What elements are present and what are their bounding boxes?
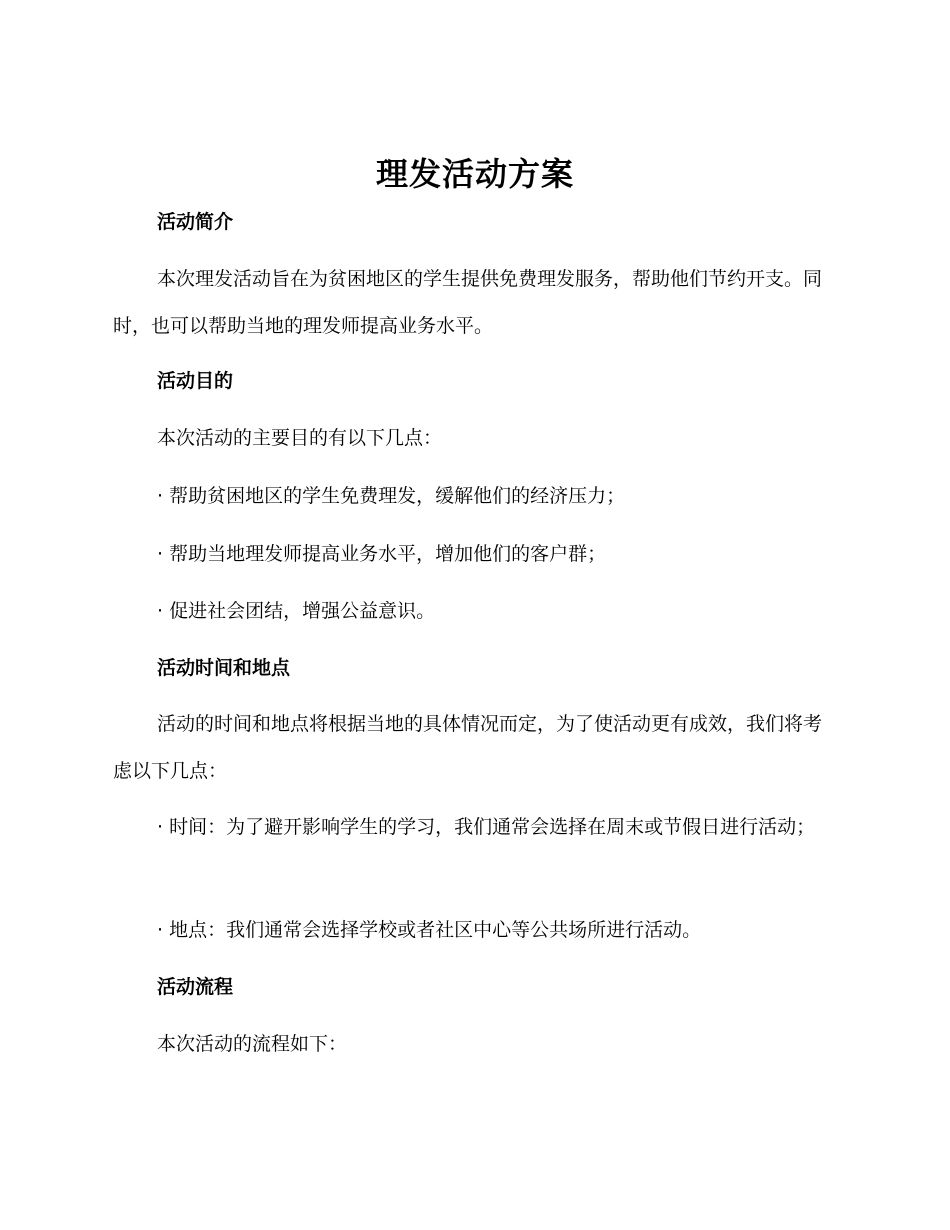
paragraph-process-intro: 本次活动的流程如下： (157, 1033, 348, 1055)
list-item-purpose-3: · 促进社会团结，增强公益意识。 (157, 600, 436, 622)
list-item-place: · 地点：我们通常会选择学校或者社区中心等公共场所进行活动。 (157, 919, 702, 941)
section-heading-purpose: 活动目的 (157, 370, 234, 392)
paragraph-intro: 本次理发活动旨在为贫困地区的学生提供免费理发服务，帮助他们节约开支。同时，也可以帮助当地的理发师提高业务水平。 (113, 268, 823, 337)
paragraph-time-place: 活动的时间和地点将根据当地的具体情况而定，为了使活动更有成效，我们将考虑以下几点： (113, 713, 823, 782)
list-item-purpose-1: · 帮助贫困地区的学生免费理发，缓解他们的经济压力； (157, 485, 626, 507)
section-heading-time-place: 活动时间和地点 (157, 657, 291, 679)
paragraph-purpose-intro: 本次活动的主要目的有以下几点： (157, 427, 443, 449)
document-title: 理发活动方案 (375, 155, 574, 193)
section-heading-intro: 活动简介 (157, 211, 234, 233)
list-item-purpose-2: · 帮助当地理发师提高业务水平，增加他们的客户群； (157, 543, 607, 565)
list-item-time: · 时间：为了避开影响学生的学习，我们通常会选择在周末或节假日进行活动； (157, 816, 816, 838)
section-heading-process: 活动流程 (157, 976, 234, 998)
